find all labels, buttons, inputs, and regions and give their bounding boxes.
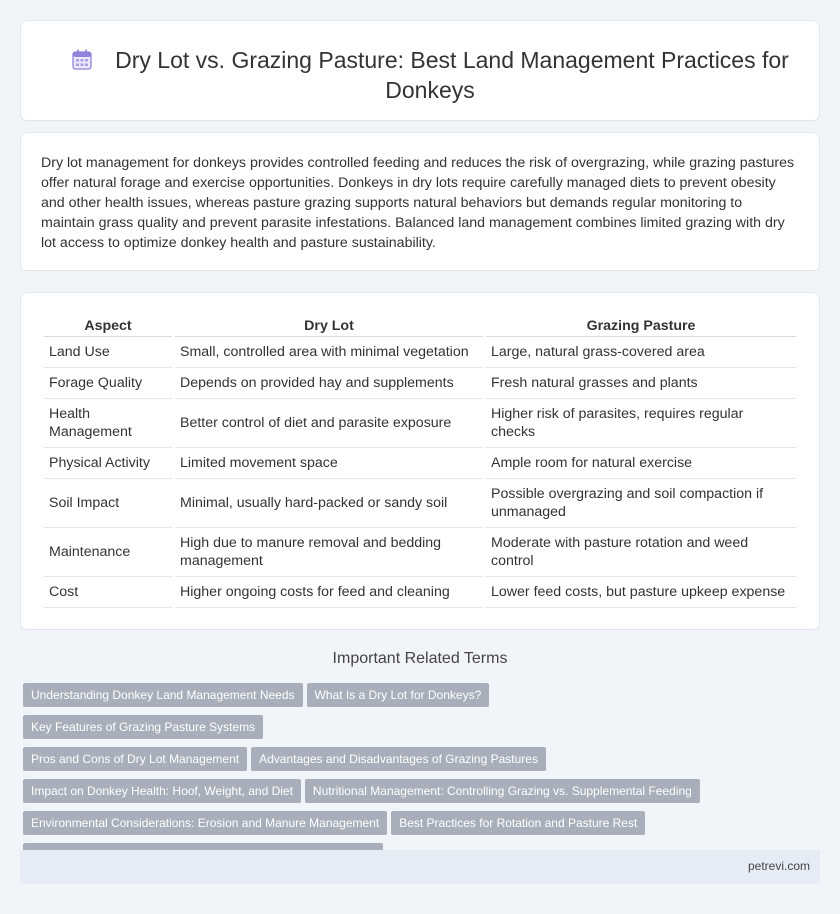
related-term-link[interactable]: Best Practices for Rotation and Pasture Rest: [391, 811, 645, 835]
table-cell: Land Use: [44, 337, 172, 368]
related-term-link[interactable]: Environmental Considerations: Erosion and Manure Management: [23, 811, 387, 835]
related-term-link[interactable]: Advantages and Disadvantages of Grazing Pastures: [251, 747, 546, 771]
table-cell: Possible overgrazing and soil compaction if unmanaged: [486, 479, 796, 528]
table-row: [44, 368, 796, 399]
calendar-icon: [71, 49, 93, 71]
table-cell: Fresh natural grasses and plants: [486, 368, 796, 399]
table-cell: Forage Quality: [44, 368, 172, 399]
related-term-link[interactable]: Nutritional Management: Controlling Grazing vs. Supplemental Feeding: [305, 779, 700, 803]
page-title-wrap: [61, 45, 799, 105]
table-row: [44, 479, 796, 528]
table-cell: Cost: [44, 577, 172, 608]
table-cell: Depends on provided hay and supplements: [175, 368, 483, 399]
table-row: [44, 399, 796, 448]
header-card: [20, 20, 820, 121]
table-cell: Soil Impact: [44, 479, 172, 528]
header-grazing-pasture: Grazing Pasture: [486, 315, 796, 337]
summary-card: [20, 132, 820, 271]
related-terms-title: Important Related Terms: [332, 650, 508, 667]
table-cell: Better control of diet and parasite exposure: [175, 399, 483, 448]
related-terms-list: [23, 683, 723, 875]
table-cell: Minimal, usually hard-packed or sandy soil: [175, 479, 483, 528]
related-term-link[interactable]: What Is a Dry Lot for Donkeys?: [307, 683, 490, 707]
summary-text: Dry lot management for donkeys provides controlled feeding and reduces the risk of overgrazing, while grazing pastures offer natural forage and exercise opportunities. Donkeys in dry lots require carefully managed diets to prevent obesity and other health issues, whereas pasture grazing supports natural behaviors but demands regular monitoring to maintain grass quality and prevent parasite infestations. Balanced land management combines limited grazing with dry lot access to optimize donkey health and pasture sustainability.: [41, 155, 795, 251]
table-cell: Limited movement space: [175, 448, 483, 479]
table-cell: Physical Activity: [44, 448, 172, 479]
page-title: Dry Lot vs. Grazing Pasture: Best Land Management Practices for Donkeys: [115, 47, 789, 103]
footer: [20, 850, 820, 884]
table-cell: Higher ongoing costs for feed and cleaning: [175, 577, 483, 608]
related-term-link[interactable]: Key Features of Grazing Pasture Systems: [23, 715, 263, 739]
related-term-link[interactable]: Pros and Cons of Dry Lot Management: [23, 747, 247, 771]
table-cell: Lower feed costs, but pasture upkeep expense: [486, 577, 796, 608]
table-row: [44, 528, 796, 577]
header-aspect: Aspect: [44, 315, 172, 337]
comparison-table-card: [20, 292, 820, 630]
related-term-link[interactable]: Impact on Donkey Health: Hoof, Weight, and Diet: [23, 779, 301, 803]
table-cell: Large, natural grass-covered area: [486, 337, 796, 368]
table-row: [44, 448, 796, 479]
table-cell: Health Management: [44, 399, 172, 448]
related-term-link[interactable]: Understanding Donkey Land Management Needs: [23, 683, 303, 707]
table-row: [44, 577, 796, 608]
table-cell: High due to manure removal and bedding management: [175, 528, 483, 577]
table-cell: Moderate with pasture rotation and weed control: [486, 528, 796, 577]
table-cell: Small, controlled area with minimal vegetation: [175, 337, 483, 368]
comparison-table: [41, 315, 799, 608]
table-cell: Higher risk of parasites, requires regular checks: [486, 399, 796, 448]
table-row: [44, 337, 796, 368]
footer-site-link[interactable]: petrevi.com: [747, 859, 810, 873]
table-cell: Maintenance: [44, 528, 172, 577]
table-cell: Ample room for natural exercise: [486, 448, 796, 479]
header-dry-lot: Dry Lot: [175, 315, 483, 337]
